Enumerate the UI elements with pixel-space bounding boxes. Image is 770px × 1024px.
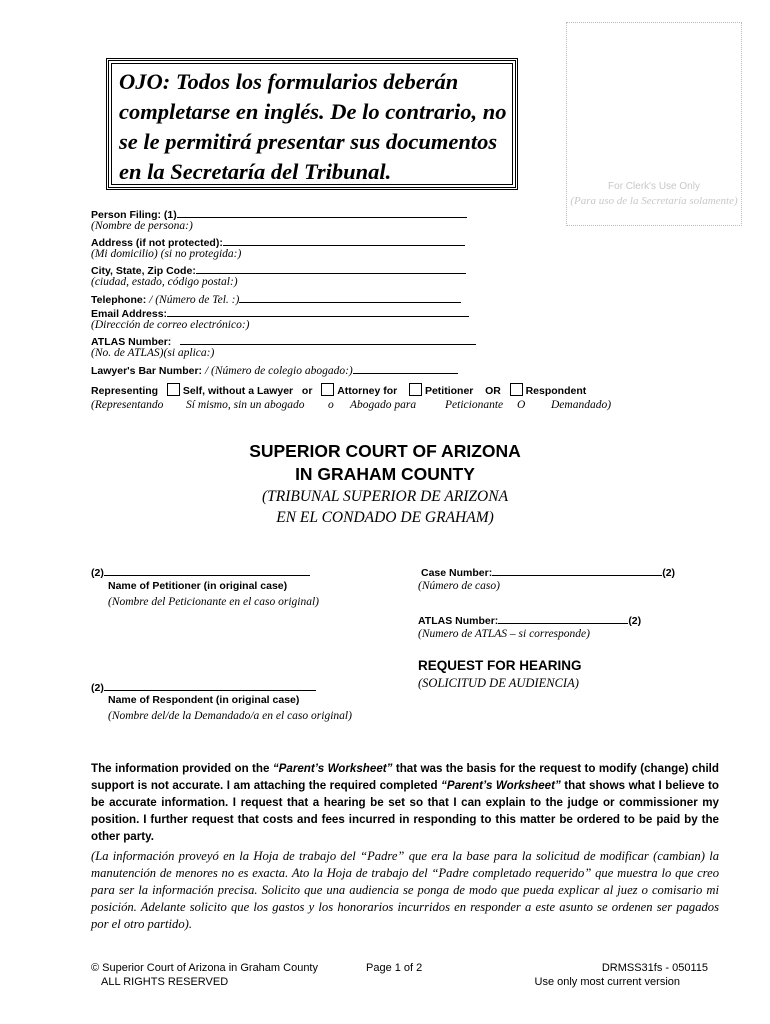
- footer-version: Use only most current version: [534, 976, 680, 988]
- document-title-es: (SOLICITUD DE AUDIENCIA): [418, 676, 579, 690]
- bar-field[interactable]: [353, 362, 458, 374]
- attorney-checkbox[interactable]: [321, 383, 334, 396]
- footer-page: Page 1 of 2: [366, 962, 423, 974]
- case-number-row: Case Number: (2): [421, 564, 675, 579]
- respondent-label: Name of Respondent (in original case): [108, 694, 300, 706]
- address-row: Address (if not protected):: [91, 234, 465, 249]
- warning-box: [106, 58, 518, 190]
- atlas-es: (No. de ATLAS)(si aplica:): [91, 347, 215, 359]
- representing-row: Representing Self, without a Lawyer or Attorney for Petitioner OR Respondent: [91, 385, 587, 397]
- person-filing-field[interactable]: [177, 206, 467, 218]
- request-statement: The information provided on the “Parent’s Worksheet” that was the basis for the request to modify (change) child support is not accurate. I am attaching the required completed “Parent’s Worksheet” that shows what I believe to be accurate information. I request that a hearing be set so that I can explain to the judge or commissioner my position. I further request that costs and fees incurred in responding to this matter be ordered to be paid by the other party.: [91, 762, 719, 843]
- petitioner-checkbox[interactable]: [409, 383, 422, 396]
- city-es: (ciudad, estado, código postal:): [91, 276, 238, 288]
- warning-text: OJO: Todos los formularios deberán completarse en inglés. De lo contrario, no se le permitirá presentar sus documentos en la Secretaría del Tribunal.: [119, 69, 507, 184]
- bar-row: Lawyer's Bar Number: / (Número de colegio abogado:): [91, 362, 458, 377]
- address-es: (Mi domicilio) (si no protegida:): [91, 248, 242, 260]
- request-statement-es: (La información proveyó en la Hoja de trabajo del “Padre” que era la base para la solicitud de modificar (cambian) la manutención de menores no es exacta. Ato la Hoja de trabajo del “Padre completado requerido” que muestra lo que creo para ser la información precisa. Solicito que una audiencia se ponga de modo que pueda explicar al juez o comisario mi posición. Adelante solicito que los gastos y los honorarios incurridos en responder a este asunto se ordenen ser pagados por el otro partido).: [91, 849, 719, 931]
- city-row: City, State, Zip Code:: [91, 262, 466, 277]
- case-atlas-field[interactable]: [498, 612, 628, 624]
- petitioner-name-row: (2): [91, 564, 310, 579]
- case-number-field[interactable]: [492, 564, 662, 576]
- clerk-label-es: (Para uso de la Secretaría solamente): [570, 195, 738, 207]
- email-es: (Dirección de correo electrónico:): [91, 319, 250, 331]
- case-atlas-es: (Numero de ATLAS – si corresponde): [418, 628, 590, 640]
- case-atlas-row: ATLAS Number: (2): [418, 612, 641, 627]
- address-field[interactable]: [223, 234, 465, 246]
- court-title: SUPERIOR COURT OF ARIZONA: [249, 441, 521, 461]
- respondent-label-es: (Nombre del/de la Demandado/a en el caso original): [108, 710, 352, 722]
- respondent-name-row: (2): [91, 679, 316, 694]
- case-number-es: (Número de caso): [418, 580, 500, 592]
- email-row: Email Address:: [91, 305, 469, 320]
- footer-rights: ALL RIGHTS RESERVED: [101, 976, 229, 988]
- atlas-row: ATLAS Number:: [91, 333, 476, 348]
- respondent-name-field[interactable]: [104, 679, 316, 691]
- court-county-es: EN EL CONDADO DE GRAHAM): [276, 509, 494, 526]
- city-field[interactable]: [196, 262, 466, 274]
- clerk-label: For Clerk's Use Only: [608, 181, 700, 192]
- court-county: IN GRAHAM COUNTY: [295, 464, 475, 484]
- person-filing-es: (Nombre de persona:): [91, 220, 193, 232]
- telephone-row: Telephone: / (Número de Tel. :): [91, 291, 461, 306]
- person-filing-row: Person Filing: (1): [91, 206, 467, 221]
- telephone-field[interactable]: [239, 291, 461, 303]
- document-title: REQUEST FOR HEARING: [418, 658, 582, 673]
- petitioner-name-field[interactable]: [104, 564, 310, 576]
- footer-code: DRMSS31fs - 050115: [601, 962, 708, 974]
- footer-copyright: © Superior Court of Arizona in Graham County: [91, 962, 318, 974]
- atlas-field[interactable]: [180, 333, 476, 345]
- respondent-checkbox[interactable]: [510, 383, 523, 396]
- email-field[interactable]: [167, 305, 469, 317]
- petitioner-label: Name of Petitioner (in original case): [108, 580, 288, 592]
- self-checkbox[interactable]: [167, 383, 180, 396]
- clerk-use-box: [566, 22, 742, 226]
- court-title-es: (TRIBUNAL SUPERIOR DE ARIZONA: [261, 488, 509, 505]
- petitioner-label-es: (Nombre del Peticionante en el caso original): [108, 596, 319, 608]
